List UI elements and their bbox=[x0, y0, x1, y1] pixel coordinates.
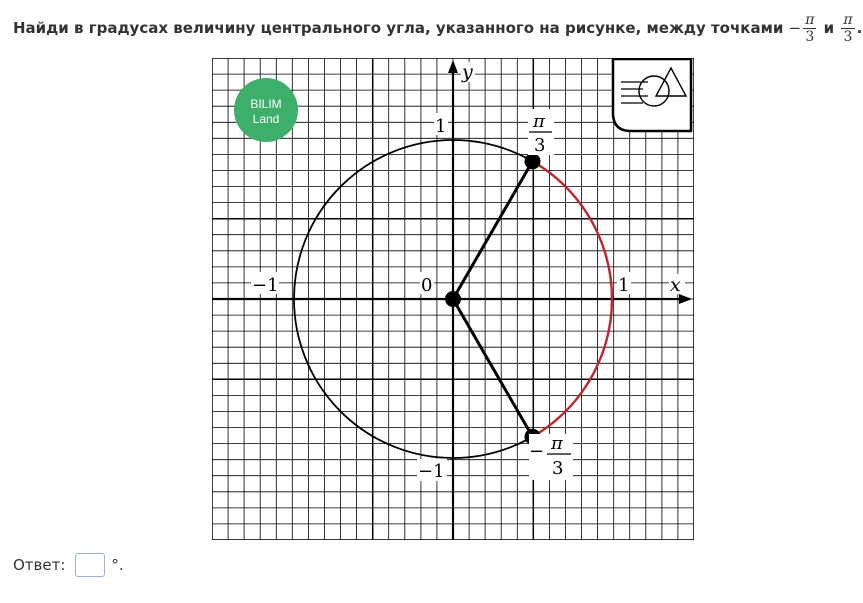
label-pi-over-3 bbox=[528, 109, 554, 156]
tick-y-pos-label: 1 bbox=[435, 116, 447, 137]
task-statement bbox=[13, 8, 863, 48]
task-from-denominator: 3 bbox=[805, 29, 815, 45]
task-end: . bbox=[856, 19, 863, 37]
tick-x-pos-label: 1 bbox=[618, 275, 630, 296]
origin-label: 0 bbox=[421, 275, 433, 296]
x-axis-arrow-icon bbox=[679, 294, 692, 304]
answer-unit: °. bbox=[111, 556, 124, 574]
task-text: Найди в градусах величину центрального угла, указанного на рисунке, между точками bbox=[13, 19, 784, 37]
unit-circle-figure bbox=[212, 58, 694, 540]
y-axis-label: y bbox=[462, 61, 473, 83]
badge-frame bbox=[613, 59, 691, 131]
tick-x-neg-label: −1 bbox=[252, 275, 279, 296]
task-from-fraction bbox=[803, 12, 816, 45]
y-axis-arrow-icon bbox=[448, 60, 458, 73]
answer-input[interactable] bbox=[75, 553, 105, 577]
task-to-denominator: 3 bbox=[843, 29, 853, 45]
label-minus-pi-over-3 bbox=[529, 433, 573, 480]
label-top-numerator: π bbox=[533, 111, 545, 132]
logo-line1: BILIM bbox=[250, 97, 282, 111]
label-top-denominator: 3 bbox=[534, 135, 546, 156]
radius-to-minus-pi-over-3 bbox=[453, 299, 533, 437]
bilim-land-logo bbox=[234, 78, 298, 142]
origin-point bbox=[445, 291, 461, 307]
answer-row bbox=[13, 551, 124, 579]
label-bottom-numerator: π bbox=[551, 433, 563, 454]
label-bottom-sign: − bbox=[529, 441, 545, 462]
task-conjunction: и bbox=[823, 19, 835, 37]
task-to-fraction bbox=[841, 12, 854, 45]
tick-y-neg-label: −1 bbox=[418, 461, 445, 482]
x-axis-label: x bbox=[670, 274, 681, 296]
task-from-numerator: π bbox=[805, 12, 815, 28]
task-from-sign: − bbox=[788, 19, 802, 37]
radius-to-pi-over-3 bbox=[453, 161, 533, 299]
logo-line2: Land bbox=[252, 112, 280, 126]
answer-label: Ответ: bbox=[13, 556, 66, 574]
label-bottom-denominator: 3 bbox=[552, 458, 564, 479]
geometry-badge-icon bbox=[613, 59, 691, 131]
task-to-numerator: π bbox=[843, 12, 853, 28]
